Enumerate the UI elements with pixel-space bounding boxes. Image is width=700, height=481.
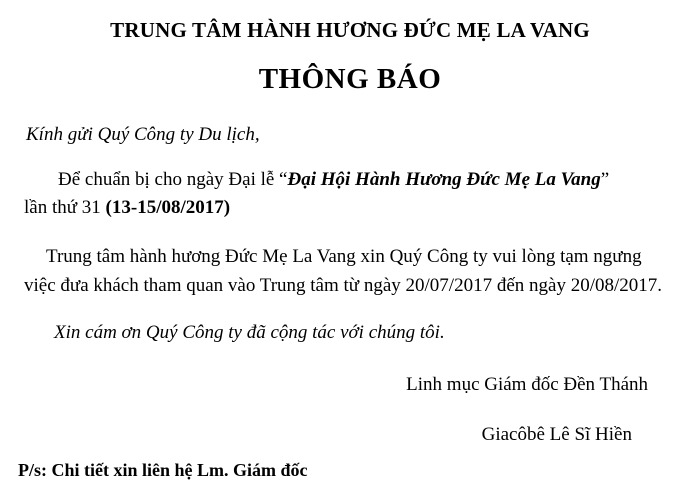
event-dates-text: (13-15/08/2017)	[105, 196, 231, 218]
paragraph-request: Trung tâm hành hương Đức Mẹ La Vang xin Quý Công ty vui lòng tạm ngưng việc đưa khách tham quan vào Trung tâm từ ngày 20/07/2017 đến ngày 20/08/2017.	[24, 246, 663, 296]
signature-name: Giacôbê Lê Sĩ Hiền	[481, 424, 632, 446]
edition-lead-text: lần thứ 31	[24, 196, 101, 218]
document-title: THÔNG BÁO	[258, 63, 442, 95]
purpose-close-quote: ”	[600, 169, 610, 190]
organization-title: TRUNG TÂM HÀNH HƯƠNG ĐỨC MẸ LA VANG	[110, 18, 590, 42]
event-name-text: Đại Hội Hành Hương Đức Mẹ La Vang	[287, 169, 601, 190]
signature-role: Linh mục Giám đốc Đền Thánh	[406, 374, 648, 396]
paragraph-thanks: Xin cám ơn Quý Công ty đã cộng tác với chúng tôi.	[54, 322, 445, 344]
salutation-line: Kính gửi Quý Công ty Du lịch,	[26, 124, 260, 145]
paragraph-purpose	[24, 166, 676, 221]
postscript-note: P/s: Chi tiết xin liên hệ Lm. Giám đốc	[18, 460, 308, 481]
purpose-lead-text: Để chuẩn bị cho ngày Đại lễ “	[58, 169, 288, 190]
